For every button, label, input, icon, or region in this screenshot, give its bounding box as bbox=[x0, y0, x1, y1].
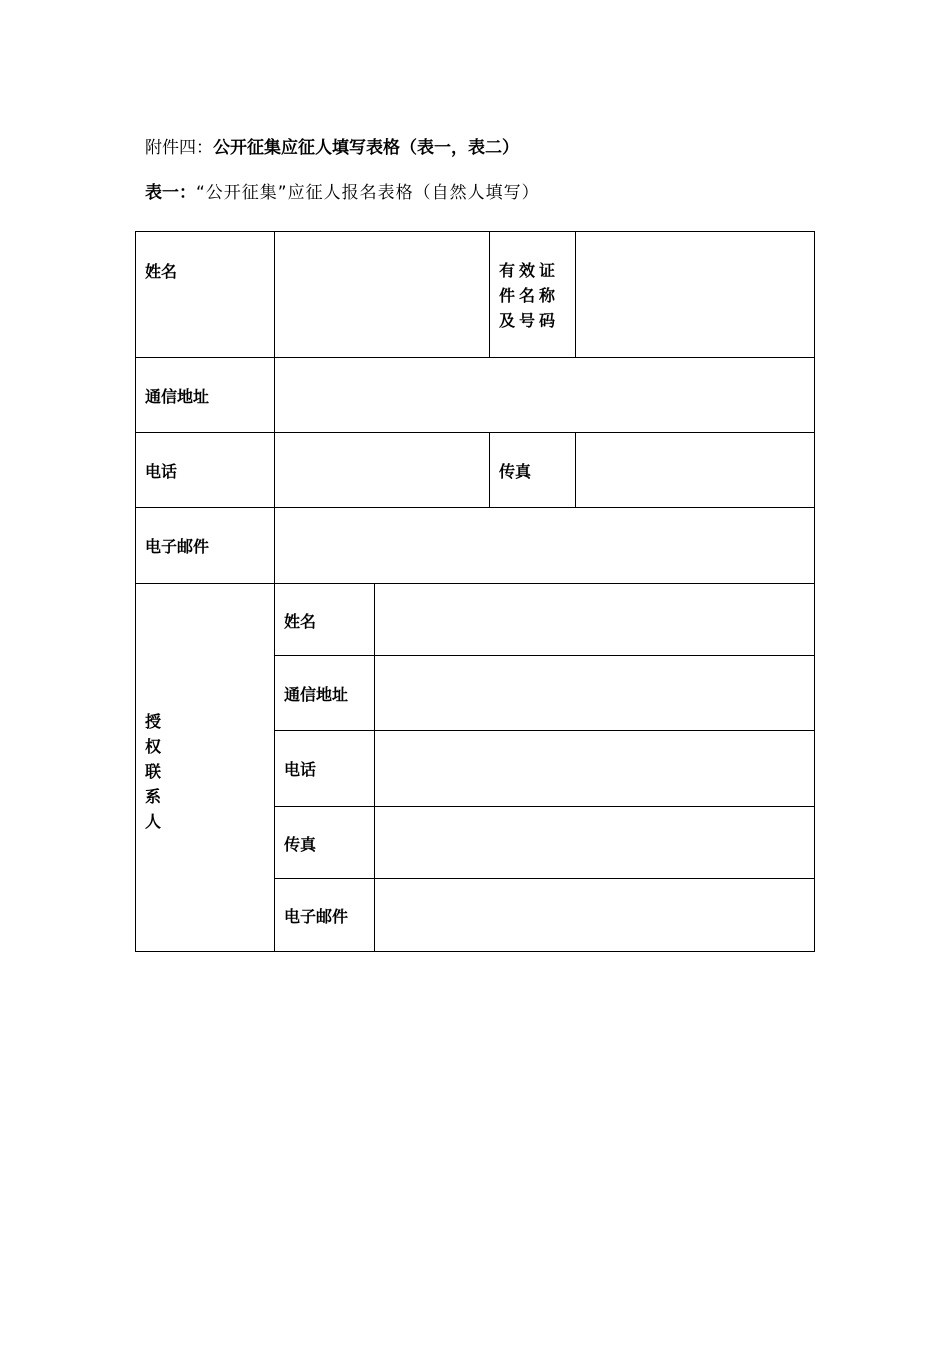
address-label-cell bbox=[135, 357, 275, 433]
contact-phone-input-cell[interactable] bbox=[374, 730, 815, 807]
authorized-contact-char: 授 bbox=[145, 712, 162, 731]
id-input-cell[interactable] bbox=[575, 231, 815, 358]
id-label-cell bbox=[489, 231, 576, 358]
email-label: 电子邮件 bbox=[145, 537, 210, 556]
phone-label: 电话 bbox=[145, 462, 178, 481]
phone-input-cell[interactable] bbox=[274, 432, 490, 508]
contact-email-input-cell[interactable] bbox=[374, 878, 815, 952]
contact-fax-input-cell[interactable] bbox=[374, 806, 815, 879]
id-label: 有效证件名称及号码 bbox=[499, 261, 560, 330]
authorized-contact-char: 联 bbox=[145, 762, 162, 781]
contact-address-label: 通信地址 bbox=[284, 685, 349, 704]
contact-fax-label: 传真 bbox=[284, 835, 317, 854]
authorized-contact-char: 权 bbox=[145, 737, 162, 756]
contact-phone-label: 电话 bbox=[284, 760, 317, 779]
email-label-cell bbox=[135, 507, 275, 584]
contact-email-label: 电子邮件 bbox=[284, 907, 349, 926]
contact-phone-label-cell bbox=[274, 730, 375, 807]
phone-label-cell bbox=[135, 432, 275, 508]
fax-label: 传真 bbox=[499, 462, 532, 481]
table-heading bbox=[145, 181, 540, 205]
table-title: “公开征集”应征人报名表格（自然人填写） bbox=[196, 183, 540, 203]
authorized-contact-char: 系 bbox=[145, 787, 162, 806]
contact-fax-label-cell bbox=[274, 806, 375, 879]
fax-label-cell bbox=[489, 432, 576, 508]
contact-name-label: 姓名 bbox=[284, 612, 317, 631]
attachment-prefix: 附件四： bbox=[145, 138, 213, 158]
authorized-contact-label bbox=[145, 709, 165, 834]
email-input-cell[interactable] bbox=[274, 507, 815, 584]
name-label-cell bbox=[135, 231, 275, 358]
registration-form-table bbox=[135, 231, 815, 952]
contact-name-label-cell bbox=[274, 583, 375, 656]
address-label: 通信地址 bbox=[145, 387, 210, 406]
fax-input-cell[interactable] bbox=[575, 432, 815, 508]
authorized-contact-char: 人 bbox=[145, 812, 162, 831]
contact-address-label-cell bbox=[274, 655, 375, 731]
name-input-cell[interactable] bbox=[274, 231, 490, 358]
contact-email-label-cell bbox=[274, 878, 375, 952]
attachment-heading bbox=[145, 136, 519, 160]
attachment-title: 公开征集应征人填写表格（表一，表二） bbox=[213, 138, 519, 158]
name-label: 姓名 bbox=[145, 262, 178, 281]
contact-name-input-cell[interactable] bbox=[374, 583, 815, 656]
authorized-contact-label-cell bbox=[135, 583, 275, 952]
contact-address-input-cell[interactable] bbox=[374, 655, 815, 731]
table-label: 表一： bbox=[145, 183, 196, 203]
address-input-cell[interactable] bbox=[274, 357, 815, 433]
